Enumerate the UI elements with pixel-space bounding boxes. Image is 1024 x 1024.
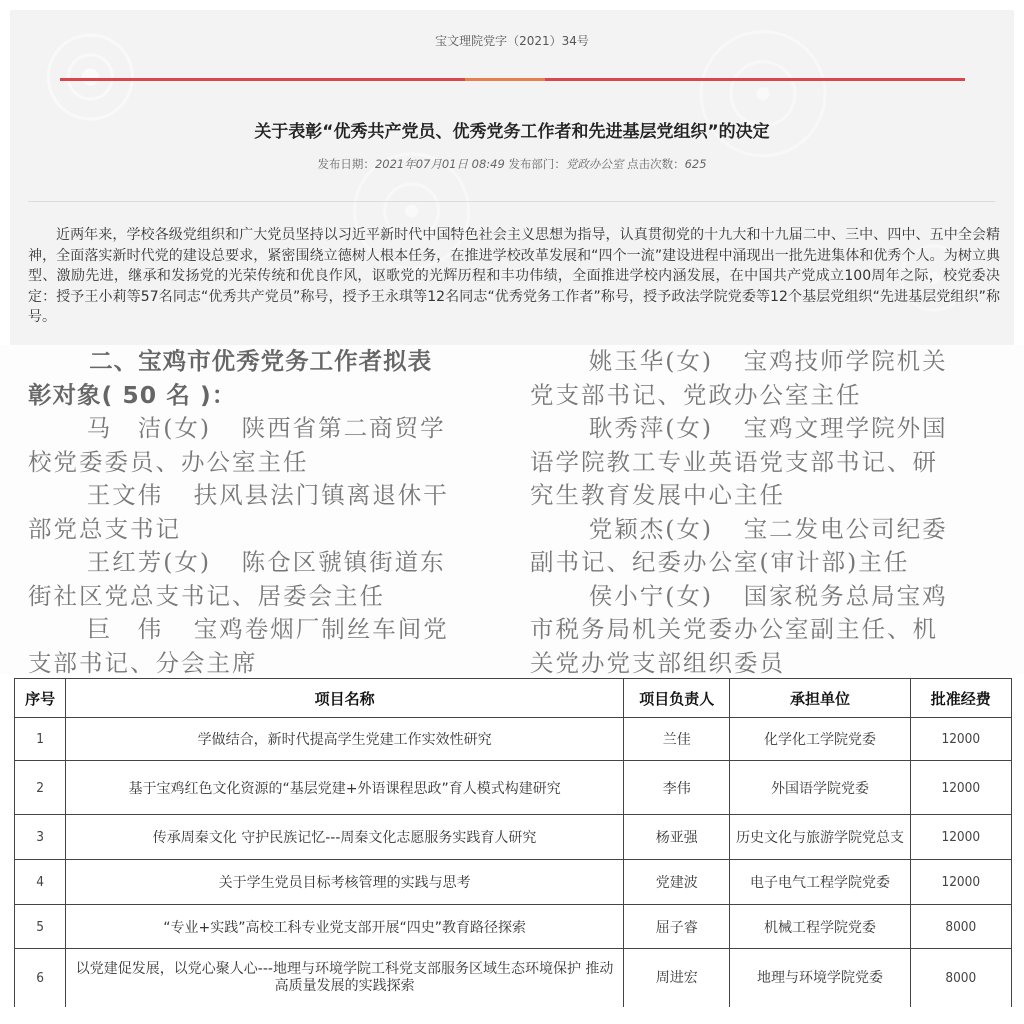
unit-cell: 历史文化与旅游学院党总支 [730,815,910,860]
awardee-position: 扶风县法门镇离退休干 [193,481,449,509]
awardee-position: 宝二发电公司纪委 [743,514,948,543]
section-heading-line1: 二、宝鸡市优秀党务工作者拟表 [89,347,433,375]
award-entry [28,546,498,613]
article-title: 关于表彰“优秀共产党员、优秀党务工作者和先进基层党组织”的决定 [254,122,770,142]
section-heading [28,345,498,412]
publish-dept: 党政办公室 [565,157,624,171]
awardee-name: 巨 伟 [86,615,164,643]
click-count: 625 [684,157,707,171]
award-entry [28,613,498,680]
index-cell: 1 [15,718,66,761]
lead-cell: 周进宏 [624,949,730,1008]
project-table-panel [14,678,1012,1007]
awardee-name: 王文伟 [86,481,164,509]
document-number: 宝文理院党字（2021）34号 [435,34,589,48]
awardee-position: 宝鸡文理学院外国 [743,414,948,442]
table-row [15,815,1012,860]
article-intro-paragraph: 近两年来，学校各级党组织和广大党员坚持以习近平新时代中国特色社会主义思想为指导，认真贯彻党的十九大和十九届二中、三中、四中、五中全会精神，全面落实新时代党的建设总要求，紧密围绕立德树人根本任务，在推进学校改革发展和“四个一流”建设进程中涌现出一批先进集体和优秀个人。为树立典型、激励先进，继承和发扬党的光荣传统和优良作风，讴歌党的光辉历程和丰功伟绩，全面推进学校内涵发展，在中国共产党成立100周年之际，校党委决定：授予王小莉等57名同志“优秀共产党员”称号，授予王永琪等12名同志“优秀党务工作者”称号，授予政法学院党委等12个基层党组织“先进基层党组织”称号。 [28,227,1000,325]
award-entry [530,412,1000,513]
scanned-award-list [0,345,1024,675]
click-count-label: 点击次数： [627,157,685,171]
red-divider [60,78,965,81]
project-name-cell: “专业+实践”高校工科专业党支部开展“四史”教育路径探索 [66,905,624,949]
awardee-position-cont: 副书记、纪委办公室(审计部)主任 [530,548,910,576]
awardee-position-cont: 街社区党总支书记、居委会主任 [28,581,385,610]
lead-cell: 兰佳 [624,718,730,761]
award-entry [530,345,1000,412]
table-row [15,761,1012,815]
awardee-name: 耿秀萍(女) [588,414,714,442]
publish-date: 2021年07月01日 08:49 [374,157,505,171]
article-header-panel [10,10,1014,345]
table-row [15,718,1012,761]
col-header-unit: 承担单位 [730,679,910,718]
award-entry [530,580,1000,681]
awardee-name: 侯小宁(女) [588,581,714,610]
table-row [15,860,1012,905]
awardee-position-cont: 支部书记、分会主席 [28,648,258,677]
funding-cell: 12000 [910,718,1011,761]
awardee-position: 陈仓区虢镇街道东 [241,548,446,576]
awardee-position-cont: 关党办党支部组织委员 [530,648,785,677]
awardee-position: 宝鸡技师学院机关 [743,347,948,375]
index-cell: 2 [15,761,66,815]
table-row [15,905,1012,949]
awardee-name: 王红芳(女) [86,548,212,576]
project-name-cell: 传承周秦文化 守护民族记忆---周秦文化志愿服务实践育人研究 [66,815,624,860]
publish-dept-label: 发布部门： [508,157,566,171]
lead-cell: 屈子睿 [624,905,730,949]
awardee-position: 陕西省第二商贸学 [241,414,446,442]
table-header-row [15,679,1012,718]
unit-cell: 电子电气工程学院党委 [730,860,910,905]
unit-cell: 地理与环境学院党委 [730,949,910,1008]
table-row [15,949,1012,1008]
index-cell: 4 [15,860,66,905]
project-name-cell: 关于学生党员目标考核管理的实践与思考 [66,860,624,905]
award-entry [530,513,1000,580]
col-header-index: 序号 [15,679,66,718]
lead-cell: 杨亚强 [624,815,730,860]
funding-cell: 8000 [910,949,1011,1008]
index-cell: 5 [15,905,66,949]
awardee-name: 姚玉华(女) [588,347,714,375]
award-entry [28,412,498,479]
meta-divider [28,201,995,202]
project-name-cell: 基于宝鸡红色文化资源的“基层党建+外语课程思政”育人模式构建研究 [66,761,624,815]
project-name-cell: 学做结合，新时代提高学生党建工作实效性研究 [66,718,624,761]
funding-cell: 12000 [910,860,1011,905]
awardee-position-cont: 语学院教工专业英语党支部书记、研 [530,447,938,476]
unit-cell: 外国语学院党委 [730,761,910,815]
section-heading-line2: 彰对象( 50 名 )： [28,380,237,409]
col-header-project-name: 项目名称 [66,679,624,718]
awardee-position-cont: 究生教育发展中心主任 [530,481,785,509]
col-header-funding: 批准经费 [910,679,1011,718]
funding-cell: 12000 [910,815,1011,860]
unit-cell: 化学化工学院党委 [730,718,910,761]
awardee-position-cont: 市税务局机关党委办公室副主任、机 [530,615,938,643]
awardee-name: 党颖杰(女) [588,514,714,543]
award-list-right-column [530,345,1000,680]
lead-cell: 党建波 [624,860,730,905]
awardee-name: 马 洁(女) [86,414,212,442]
awardee-position: 国家税务总局宝鸡 [743,581,948,610]
index-cell: 6 [15,949,66,1008]
publish-date-label: 发布日期： [317,157,375,171]
lead-cell: 李伟 [624,761,730,815]
awardee-position-cont: 党支部书记、党政办公室主任 [530,380,862,409]
project-table [14,678,1012,1007]
article-meta [10,156,1014,172]
awardee-position-cont: 部党总支书记 [28,514,181,543]
award-list-left-column [28,345,498,680]
unit-cell: 机械工程学院党委 [730,905,910,949]
col-header-lead: 项目负责人 [624,679,730,718]
funding-cell: 8000 [910,905,1011,949]
index-cell: 3 [15,815,66,860]
project-name-cell: 以党建促发展，以党心聚人心---地理与环境学院工科党支部服务区域生态环境保护 推动高质量发展的实践探索 [66,949,624,1008]
funding-cell: 12000 [910,761,1011,815]
awardee-position: 宝鸡卷烟厂制丝车间党 [193,615,449,643]
awardee-position-cont: 校党委委员、办公室主任 [28,447,309,476]
red-divider-accent [465,78,545,81]
award-entry [28,479,498,546]
